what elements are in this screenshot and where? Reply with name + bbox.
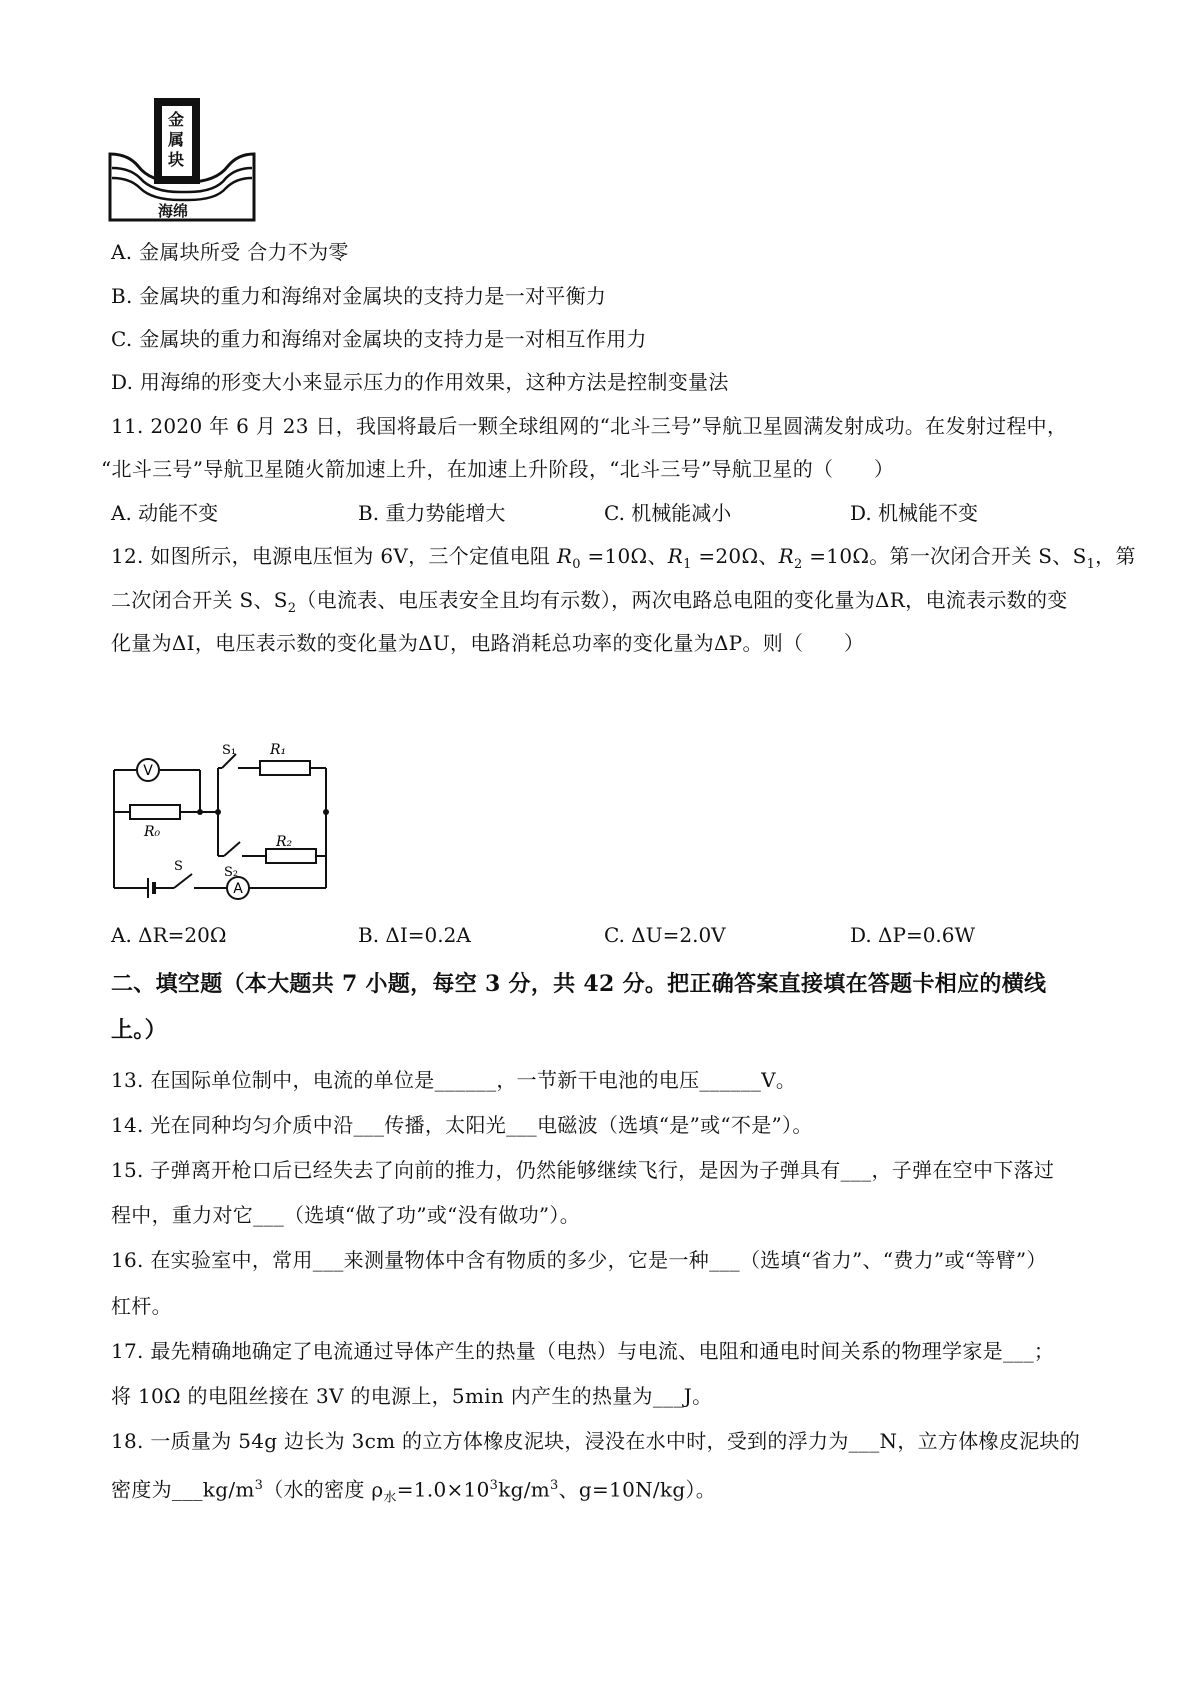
q13: 13. 在国际单位制中，电流的单位是______，一节新干电池的电压______V。 <box>111 1068 797 1092</box>
q15-line1: 15. 子弹离开枪口后已经失去了向前的推力，仍然能够继续飞行，是因为子弹具有___，子弹在空中下落过 <box>111 1158 1055 1182</box>
metal-block-label: 金属块 <box>167 110 184 169</box>
q17-line1: 17. 最先精确地确定了电流通过导体产生的热量（电热）与电流、电阻和通电时间关系的物理学家是___； <box>111 1339 1055 1363</box>
q12-option-b: B. ΔI=0.2A <box>358 923 471 947</box>
r1-label: R₁ <box>270 742 287 758</box>
r2-label: R₂ <box>276 834 293 850</box>
q12-stem-line1: 12. 如图所示，电源电压恒为 6V，三个定值电阻 $R_0 =10\Omega$、$R_1 =20\Omega$、$R_2 =10\Omega$。第一次闭合开关 S、$S_1$，第 <box>111 544 1136 572</box>
s2-label: S₂ <box>224 865 239 880</box>
q18-line1: 18. 一质量为 54g 边长为 3cm 的立方体橡皮泥块，浸没在水中时，受到的浮力为___N，立方体橡皮泥块的 <box>111 1429 1081 1453</box>
q12-option-a: A. ΔR=20Ω <box>111 923 227 947</box>
section-2-heading-line1: 二、填空题（本大题共 7 小题，每空 3 分，共 42 分。把正确答案直接填在答题卡相应的横线 <box>111 971 1047 997</box>
q12-stem-line3: 化量为ΔI，电压表示数的变化量为ΔU，电路消耗总功率的变化量为ΔP。则（ ） <box>111 631 865 655</box>
q16-line2: 杠杆。 <box>111 1294 172 1318</box>
q10-option-c: C. 金属块的重力和海绵对金属块的支持力是一对相互作用力 <box>111 327 647 351</box>
q11-option-a: A. 动能不变 <box>111 501 219 525</box>
q11-option-b: B. 重力势能增大 <box>358 501 506 525</box>
q12-stem-line2: 二次闭合开关 S、$S_2$（电流表、电压表安全且均有示数），两次电路总电阻的变化量为ΔR，电流表示数的变 <box>111 588 1068 616</box>
s1-label: S₁ <box>222 743 237 758</box>
q17-line2: 将 10Ω 的电阻丝接在 3V 的电源上，5min 内产生的热量为___J。 <box>111 1384 713 1408</box>
section-2-heading-line2: 上。） <box>111 1017 167 1043</box>
q15-line2: 程中，重力对它___（选填“做了功”或“没有做功”）。 <box>111 1203 580 1227</box>
q11-stem-line1: 11. 2020 年 6 月 23 日，我国将最后一颗全球组网的“北斗三号”导航卫星圆满发射成功。在发射过程中， <box>111 414 1068 438</box>
circuit-diagram <box>108 738 338 908</box>
q16-line1: 16. 在实验室中，常用___来测量物体中含有物质的多少，它是一种___（选填“省力”、“费力”或“等臂”） <box>111 1248 1047 1272</box>
q11-option-c: C. 机械能减小 <box>604 501 732 525</box>
q14: 14. 光在同种均匀介质中沿___传播，太阳光___电磁波（选填“是”或“不是”）。 <box>111 1113 813 1137</box>
q10-option-d: D. 用海绵的形变大小来显示压力的作用效果，这种方法是控制变量法 <box>111 370 729 394</box>
ammeter-symbol: A <box>233 881 243 897</box>
r0-label: R₀ <box>144 824 161 840</box>
q10-option-a: A. 金属块所受 合力不为零 <box>111 240 349 264</box>
sponge-label: 海绵 <box>158 202 189 220</box>
q10-option-b: B. 金属块的重力和海绵对金属块的支持力是一对平衡力 <box>111 284 607 308</box>
q12-option-c: C. ΔU=2.0V <box>604 923 726 947</box>
voltmeter-symbol: V <box>143 763 153 779</box>
s-label: S <box>174 859 183 874</box>
q18-line2: 密度为$\_\_\_kg/m^3$（水的密度 $\rho_水=1.0\times 10^3kg/m^3$、g=10N/kg）。 <box>111 1477 717 1506</box>
q11-option-d: D. 机械能不变 <box>850 501 979 525</box>
q11-stem-line2: “北斗三号”导航卫星随火箭加速上升，在加速上升阶段，“北斗三号”导航卫星的（ ） <box>101 457 895 481</box>
q12-option-d: D. ΔP=0.6W <box>850 923 976 947</box>
